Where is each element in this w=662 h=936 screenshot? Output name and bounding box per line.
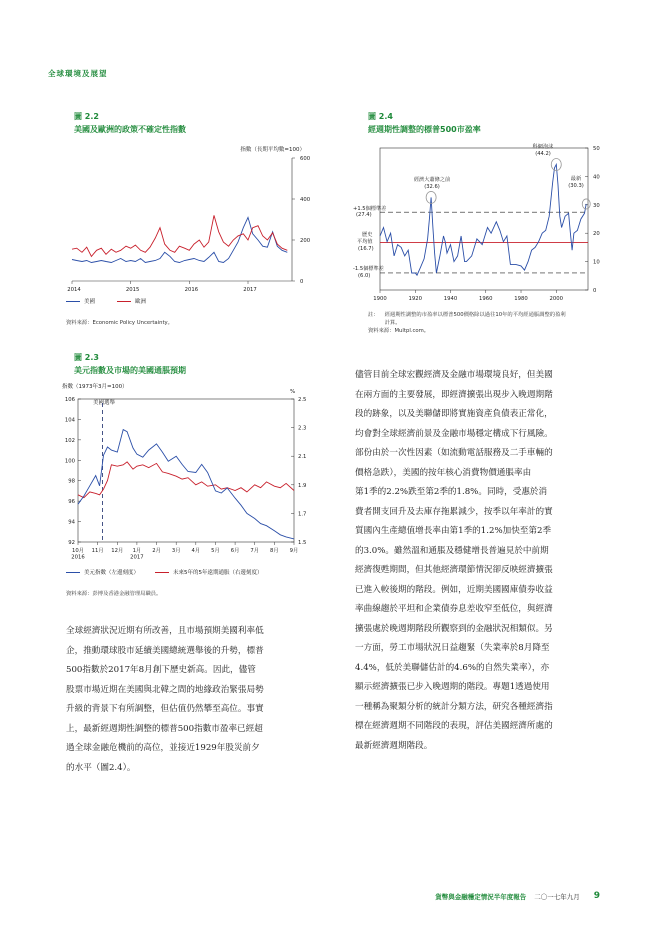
body-right-line: 最新經濟週期階段。 xyxy=(355,740,433,751)
fig22-y-tick-label: 600 xyxy=(300,156,311,162)
fig23-x-tick-label: 4月 xyxy=(191,548,201,554)
fig22-x-tick-label: 2014 xyxy=(67,287,81,293)
fig23-right-tick-label: 2.1 xyxy=(298,454,307,461)
fig22-x-tick-label: 2016 xyxy=(184,287,199,293)
fig23-right-tick-label: 1.5 xyxy=(298,540,307,546)
footer xyxy=(435,891,600,901)
fig24-x-tick-label: 1960 xyxy=(479,296,493,302)
legend-label-inflation: 未來5年的5年遠期通脹（右邊刻度） xyxy=(173,570,263,576)
fig23-left-tick-label: 102 xyxy=(64,437,75,444)
fig24-y-tick-label: 30 xyxy=(593,202,600,209)
fig23-legend xyxy=(66,568,263,576)
fig24-title: 經週期性調整的標普500市盈率 xyxy=(368,125,481,134)
fig24-source: 資料來源：Multpl.com。 xyxy=(368,328,430,334)
fig23-right-tick-label: 1.9 xyxy=(298,482,307,489)
body-left-line: 升級的背景下有所調整，但估值仍然攀至高位。事實 xyxy=(66,704,264,714)
fig24-note-label: 註： xyxy=(368,312,379,318)
fig23-left-tick-label: 94 xyxy=(68,519,75,526)
fig24-x-tick-label: 2000 xyxy=(549,296,564,302)
section-header: 全球環境及展望 xyxy=(48,69,108,78)
legend-swatch-eu xyxy=(117,301,131,302)
legend-label-usd: 美元指數（左邊刻度） xyxy=(84,570,140,576)
fig23-x-tick-label: 7月 xyxy=(250,548,260,554)
fig23-number: 圖 2.3 xyxy=(74,353,99,362)
fig24-y-tick-label: 10 xyxy=(593,259,600,266)
body-right-line: 部份由於一次性因素（如流動電話服務及二手車輛的 xyxy=(355,448,553,458)
fig22-axis-title: 指數（長期平均數=100） xyxy=(240,147,305,153)
body-right-line: 已進入較後期的階段。例如，近期美國國庫債券收益 xyxy=(355,584,553,595)
fig24-ann-minus-val: (6.0) xyxy=(358,273,371,279)
fig22-title: 美國及歐洲的政策不確定性指數 xyxy=(74,125,186,134)
body-right xyxy=(355,366,600,756)
fig23-x-tick-label: 2016 xyxy=(71,554,85,560)
fig24-note-line2: 計算。 xyxy=(384,320,401,326)
body-right-line: 第1季的2.2%跌至第2季的1.8%。同時，受惠於消 xyxy=(355,487,548,497)
fig24-ann-depression: 經濟大蕭條之前 xyxy=(413,177,451,183)
fig24-ann-mean-val: (16.7) xyxy=(358,246,374,252)
fig24-chart xyxy=(350,138,615,308)
page-number: 9 xyxy=(593,891,600,901)
body-right-line: 的3.0%。雖然溫和通脹及穩健增長普遍見於中前期 xyxy=(355,545,549,556)
fig23-series-inflation-line xyxy=(78,462,294,498)
body-left-line: 500指數於2017年8月創下歷史新高。因此，儘管 xyxy=(66,665,256,675)
body-right-line: 在兩方面的主要發展，即經濟擴張出現步入晚週期階 xyxy=(355,389,553,400)
fig23-annotation: 美國選舉 xyxy=(93,400,116,406)
body-right-line: 4.4%，低於美聯儲估計的4.6%的自然失業率），亦 xyxy=(355,662,550,673)
fig22-y-tick-label: 0 xyxy=(300,279,304,285)
fig23-x-tick-label: 10月 xyxy=(71,548,85,554)
body-right-line: 一方面，勞工市場狀況日益趨緊（失業率於8月降至 xyxy=(355,643,550,653)
fig23-left-axis-title: 指數（1973年3月=100） xyxy=(62,384,128,390)
fig23-x-tick-label: 12月 xyxy=(111,548,124,554)
body-right-line: 價格急跌），美國的按年核心消費物價通脹率由 xyxy=(355,467,532,478)
legend-swatch-us xyxy=(66,301,80,302)
fig24-y-tick-label: 50 xyxy=(593,146,600,152)
fig24-ann-depression-val: (32.6) xyxy=(424,184,440,190)
fig23-left-tick-label: 100 xyxy=(64,458,75,465)
fig24-ann-latest: 最新 xyxy=(570,176,582,182)
fig24-ann-dotcom: 科網泡沫 xyxy=(532,144,554,150)
fig24-ann-mean2: 平均值 xyxy=(357,239,373,245)
legend-label-us: 美國 xyxy=(84,299,96,305)
fig24-note xyxy=(368,311,608,335)
fig22-x-tick-label: 2015 xyxy=(125,287,140,293)
fig24-note-line1: 經週期性調整的市盈率以標普500價格除以過往10年的平均經通脹調整的盈利 xyxy=(384,312,566,318)
fig22-legend xyxy=(66,297,146,305)
body-left-line: 上，最新經週期性調整的標普500指數市盈率已經超 xyxy=(66,723,263,734)
fig24-ann-dotcom-val: (44.2) xyxy=(535,151,551,157)
fig24-x-tick-label: 1900 xyxy=(373,296,387,302)
fig23-x-tick-label: 2017 xyxy=(130,554,144,560)
fig23-x-tick-label: 6月 xyxy=(230,548,240,554)
legend-item-usd xyxy=(66,568,139,576)
fig24-y-tick-label: 20 xyxy=(593,231,600,238)
fig22-chart xyxy=(60,140,325,310)
fig24-ann-plus: +1.5個標準差 xyxy=(353,206,387,212)
fig24-heading xyxy=(368,111,481,135)
fig23-title: 美元指數及市場的美國通脹預期 xyxy=(74,366,186,375)
fig22-number: 圖 2.2 xyxy=(74,112,99,121)
legend-swatch-inflation xyxy=(155,572,169,573)
fig24-x-tick-label: 1920 xyxy=(408,296,422,302)
footer-date: 二〇一七年九月 xyxy=(534,892,580,901)
fig23-x-tick-label: 8月 xyxy=(270,548,279,554)
body-right-line: 率曲線趨於平坦和企業債券息差收窄至低位，與經濟 xyxy=(355,604,553,614)
fig23-heading xyxy=(74,352,186,376)
fig22-y-tick-label: 200 xyxy=(300,238,311,244)
body-right-line: 標在經濟週期不同階段的表現，評估美國經濟所處的 xyxy=(355,721,553,731)
body-right-line: 顯示經濟擴張已步入晚週期的階段。專題1透過使用 xyxy=(355,682,550,692)
fig24-x-tick-label: 1980 xyxy=(514,296,528,302)
body-right-line: 費者開支回升及去庫存拖累減少，按季以年率計的實 xyxy=(355,506,553,517)
fig22-y-tick-label: 400 xyxy=(300,197,311,203)
body-right-line: 經濟復甦期間，但其他經濟環節情況卻反映經濟擴張 xyxy=(355,565,553,575)
fig24-ann-latest-val: (30.3) xyxy=(568,183,584,189)
fig22-series-us-line xyxy=(72,217,287,262)
fig24-ann-plus-val: (27.4) xyxy=(356,212,372,218)
fig24-x-tick-label: 1940 xyxy=(443,296,458,302)
body-right-line: 儘管目前全球宏觀經濟及金融市場環境良好，但美國 xyxy=(355,370,553,380)
fig23-x-tick-label: 5月 xyxy=(211,548,220,554)
fig23-x-tick-label: 2月 xyxy=(152,548,161,554)
fig23-left-tick-label: 98 xyxy=(68,478,75,485)
fig23-right-tick-label: 2.3 xyxy=(298,425,307,432)
body-right-line: 擴張處於晚週期階段所觀察到的金融狀況相類似。另 xyxy=(355,623,553,634)
fig23-x-tick-label: 3月 xyxy=(171,548,181,554)
body-left-line: 過全球金融危機前的高位，並接近1929年股災前夕 xyxy=(66,743,260,753)
body-right-line: 段的跡象，以及美聯儲即將實施資產負債表正常化， xyxy=(355,409,553,419)
footer-publication: 貨幣與金融穩定情況半年度報告 xyxy=(435,892,527,901)
fig23-left-tick-label: 104 xyxy=(64,417,75,424)
body-right-line: 一種稱為聚類分析的統計分類方法，研究各種經濟指 xyxy=(355,701,553,712)
fig24-number: 圖 2.4 xyxy=(368,112,393,121)
fig22-heading xyxy=(74,111,186,135)
legend-label-eu: 歐洲 xyxy=(135,299,147,305)
fig24-series-cape-line xyxy=(380,165,586,276)
fig23-left-tick-label: 96 xyxy=(68,499,75,506)
body-left xyxy=(66,622,302,778)
fig23-right-tick-label: 1.7 xyxy=(298,511,307,518)
fig22-source: 資料來源：Economic Policy Uncertainty。 xyxy=(66,320,173,326)
body-right-line: 均會對全球經濟前景及金融市場穩定構成下行風險。 xyxy=(355,428,553,439)
fig23-x-tick-label: 11月 xyxy=(91,548,104,554)
body-left-line: 企，推動環球股市延續美國總統選舉後的升勢，標普 xyxy=(66,645,264,656)
fig24-ann-mean1: 歷史 xyxy=(362,232,373,238)
fig23-right-tick-label: 2.5 xyxy=(298,397,307,403)
fig23-series-usd-line xyxy=(78,430,294,539)
body-left-line: 的水平（圖2.4）。 xyxy=(66,762,136,773)
fig22-x-tick-label: 2017 xyxy=(243,287,257,293)
fig23-x-tick-label: 1月 xyxy=(132,548,142,554)
fig24-y-tick-label: 0 xyxy=(593,288,597,294)
fig23-left-tick-label: 92 xyxy=(68,540,75,546)
body-left-line: 股票市場近期在美國與北韓之間的地緣政治緊張局勢 xyxy=(66,684,264,695)
fig24-y-tick-label: 40 xyxy=(593,174,600,181)
fig23-x-tick-label: 9月 xyxy=(289,548,299,554)
fig23-chart xyxy=(56,380,326,560)
body-left-line: 全球經濟狀況近期有所改善，且市場預期美國利率低 xyxy=(66,626,264,636)
legend-item-inflation xyxy=(155,568,263,576)
legend-item-eu xyxy=(117,297,146,305)
body-right-line: 質國內生產總值增長率由第1季的1.2%加快至第2季 xyxy=(355,526,552,536)
legend-swatch-usd xyxy=(66,572,80,573)
fig23-left-tick-label: 106 xyxy=(64,397,75,403)
fig23-source: 資料來源：彭博及香港金融管理局職員。 xyxy=(66,591,162,597)
fig23-right-axis-title: % xyxy=(290,389,296,395)
legend-item-us xyxy=(66,297,95,305)
fig24-ann-minus: -1.5個標準差 xyxy=(353,266,384,272)
